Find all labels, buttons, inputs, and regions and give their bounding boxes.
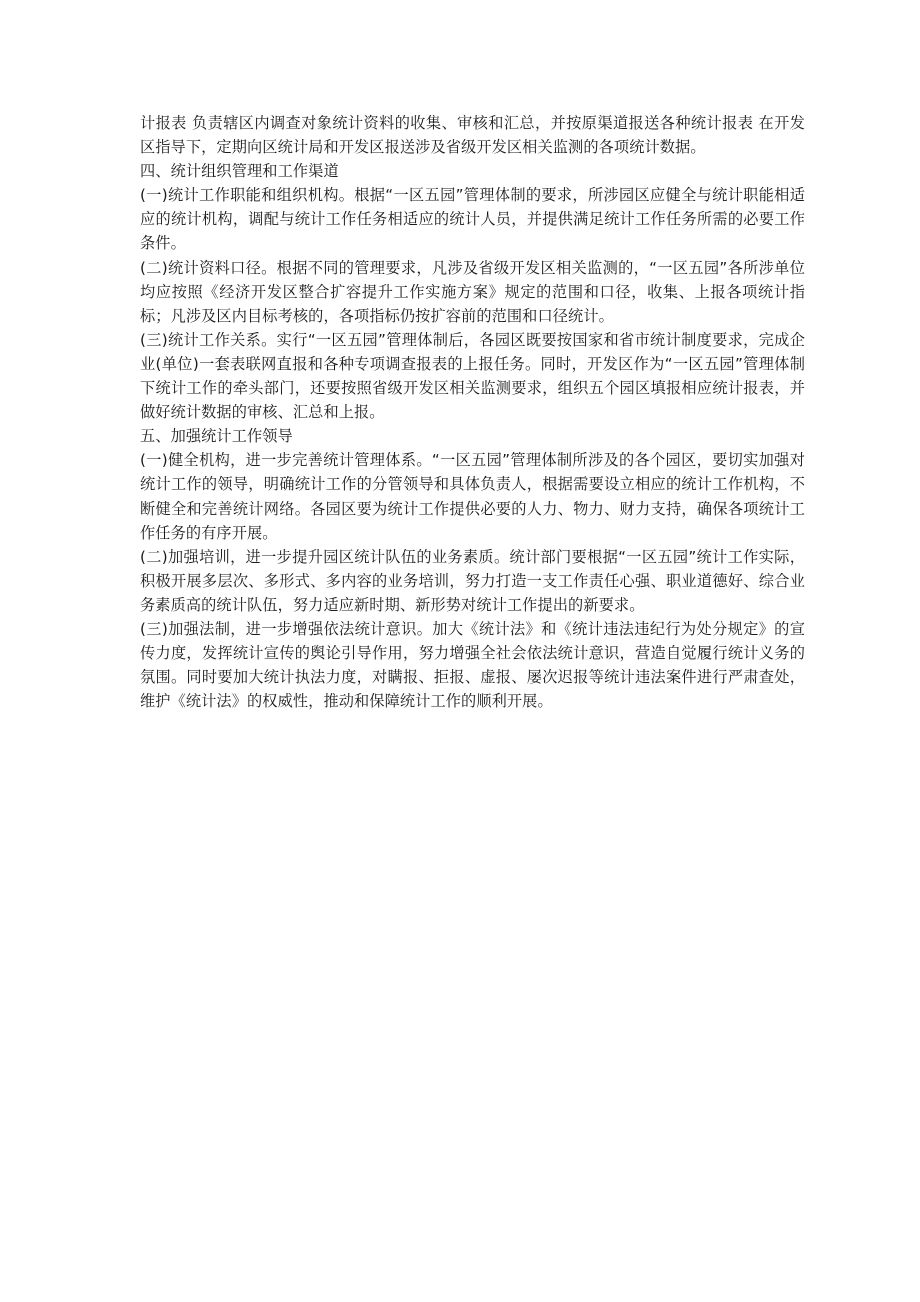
paragraph-data-scope: (二)统计资料口径。根据不同的管理要求，凡涉及省级开发区相关监测的，“一区五园”各所涉单位均应按照《经济开发区整合扩容提升工作实施方案》规定的范围和口径，收集、上报各项统计指标；凡涉及区内目标考核的，各项指标仍按扩容前的范围和口径统计。 [140, 258, 805, 325]
paragraph-work-relations: (三)统计工作关系。实行“一区五园”管理体制后，各园区既要按国家和省市统计制度要求，完成企业(单位)一套表联网直报和各种专项调查报表的上报任务。同时，开发区作为“一区五园”管理体制下统计工作的牵头部门，还要按照省级开发区相关监测要求，组织五个园区填报相应统计报表，并做好统计数据的审核、汇总和上报。 [140, 330, 805, 422]
document-body [140, 111, 805, 713]
paragraph-functions: (一)统计工作职能和组织机构。根据“一区五园”管理体制的要求，所涉园区应健全与统计职能相适应的统计机构，调配与统计工作任务相适应的统计人员，并提供满足统计工作任务所需的必要工作条件。 [140, 186, 805, 253]
paragraph-continuation: 计报表 负责辖区内调查对象统计资料的收集、审核和汇总，并按原渠道报送各种统计报表 在开发区指导下，定期向区统计局和开发区报送涉及省级开发区相关监测的各项统计数据。 [140, 114, 805, 157]
paragraph-legal: (三)加强法制，进一步增强依法统计意识。加大《统计法》和《统计违法违纪行为处分规定》的宣传力度，发挥统计宣传的舆论引导作用，努力增强全社会依法统计意识，营造自觉履行统计义务的氛围。同时要加大统计执法力度，对瞒报、拒报、虚报、屡次迟报等统计违法案件进行严肃查处，维护《统计法》的权威性，推动和保障统计工作的顺利开展。 [140, 619, 805, 711]
section-heading-five: 五、加强统计工作领导 [140, 427, 293, 446]
paragraph-institutions: (一)健全机构，进一步完善统计管理体系。“一区五园”管理体制所涉及的各个园区，要切实加强对统计工作的领导，明确统计工作的分管领导和具体负责人，根据需要设立相应的统计工作机构，不断健全和完善统计网络。各园区要为统计工作提供必要的人力、物力、财力支持，确保各项统计工作任务的有序开展。 [140, 451, 805, 542]
section-heading-four: 四、统计组织管理和工作渠道 [140, 162, 339, 181]
paragraph-training: (二)加强培训，进一步提升园区统计队伍的业务素质。统计部门要根据“一区五园”统计工作实际，积极开展多层次、多形式、多内容的业务培训，努力打造一支工作责任心强、职业道德好、综合业务素质高的统计队伍，努力适应新时期、新形势对统计工作提出的新要求。 [140, 547, 805, 614]
